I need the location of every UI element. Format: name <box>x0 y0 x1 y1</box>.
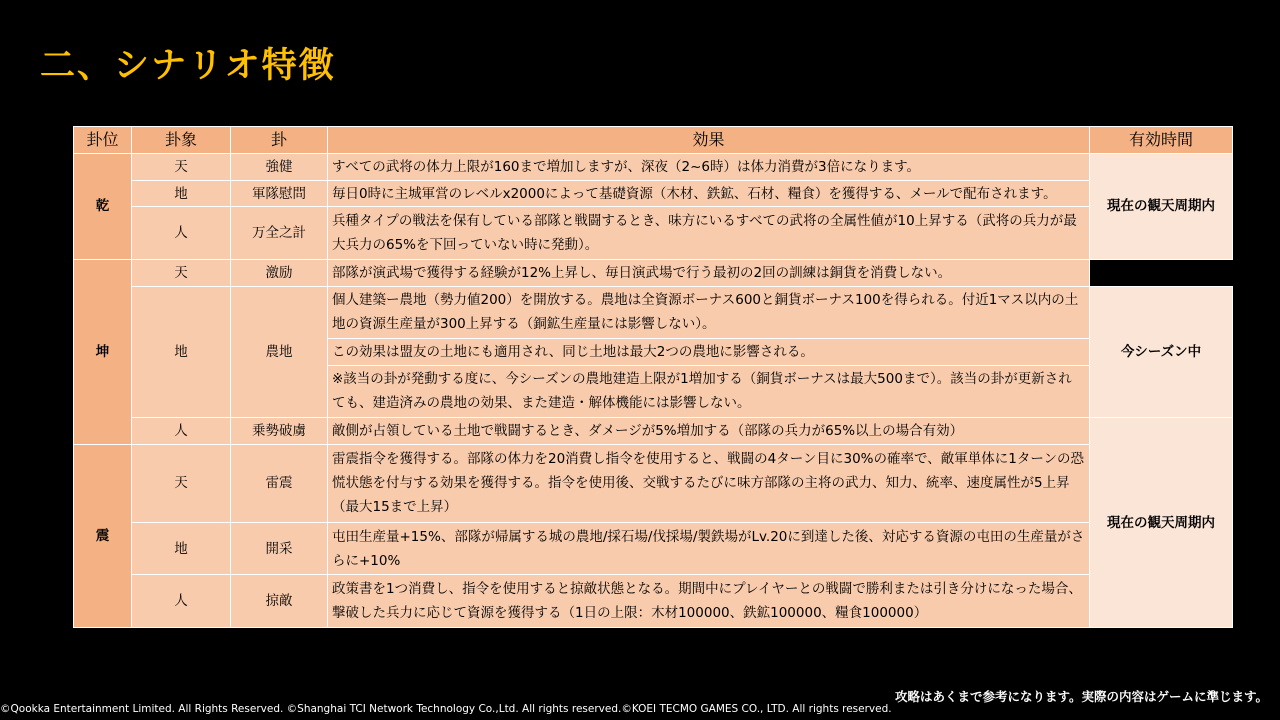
copyright-text: ©Qookka Entertainment Limited. All Rights Reserved. ©Shanghai TCI Network Technology Co.,Ltd. All rights reserved.©KOEI TECMO GAMES CO., LTD. All rights reserved. <box>0 703 892 715</box>
disclaimer-notice: 攻略はあくまで参考になります。実際の内容はゲームに準じます。 <box>894 689 1268 704</box>
table-row <box>74 418 1233 445</box>
row-effect-part2: この効果は盟友の土地にも適用され、同じ土地は最大2つの農地に影響される。 <box>328 339 1090 366</box>
row-gua: 激励 <box>231 259 328 286</box>
header-guaxiang: 卦象 <box>132 127 231 154</box>
row-gua: 乗勢破虜 <box>231 418 328 445</box>
time-period-3: 現在の観天周期内 <box>1090 418 1233 628</box>
row-effect-part1: 個人建築ー農地（勢力値200）を開放する。農地は全資源ボーナス600と銅貨ボーナス100を得られる。付近1マス以内の土地の資源生産量が300上昇する（銅鉱生産量には影響しない）。 <box>328 286 1090 338</box>
row-xiang: 地 <box>132 286 231 418</box>
table-row <box>74 259 1233 286</box>
row-effect: 部隊が演武場で獲得する経験が12%上昇し、毎日演武場で行う最初の2回の訓練は銅貨を消費しない。 <box>328 259 1090 286</box>
row-gua: 雷震 <box>231 444 328 522</box>
table-header-row <box>74 127 1233 154</box>
page-title: 二、シナリオ特徴 <box>40 46 336 86</box>
row-effect: 政策書を1つ消費し、指令を使用すると掠敵状態となる。期間中にプレイヤーとの戦闘で勝利または引き分けになった場合、撃破した兵力に応じて資源を獲得する（1日の上限：木材100000、鉄鉱100000、糧食100000） <box>328 575 1090 628</box>
group-qian: 乾 <box>74 154 132 260</box>
row-gua: 万全之計 <box>231 207 328 259</box>
row-xiang: 地 <box>132 523 231 575</box>
row-effect: すべての武将の体力上限が160まで増加しますが、深夜（2~6時）は体力消費が3倍になります。 <box>328 154 1090 181</box>
row-xiang: 天 <box>132 259 231 286</box>
table-row <box>74 154 1233 181</box>
header-time: 有効時間 <box>1090 127 1233 154</box>
group-kun: 坤 <box>74 259 132 444</box>
row-effect: 毎日0時に主城軍営のレベルx2000によって基礎資源（木材、鉄鉱、石材、糧食）を獲得する、メールで配布されます。 <box>328 180 1090 207</box>
row-effect: 雷震指令を獲得する。部隊の体力を20消費し指令を使用すると、戦闘の4ターン目に30%の確率で、敵軍単体に1ターンの恐慌状態を付与する効果を獲得する。指令を使用後、交戦するたびに味方部隊の主将の武力、知力、統率、速度属性が5上昇（最大15まで上昇） <box>328 444 1090 522</box>
group-zhen: 震 <box>74 444 132 627</box>
row-xiang: 天 <box>132 154 231 181</box>
row-xiang: 人 <box>132 418 231 445</box>
scenario-feature-table <box>73 126 1233 628</box>
table-row <box>74 286 1233 338</box>
row-xiang: 人 <box>132 207 231 259</box>
header-gua: 卦 <box>231 127 328 154</box>
row-effect: 敵側が占領している土地で戦闘するとき、ダメージが5%増加する（部隊の兵力が65%以上の場合有効） <box>328 418 1090 445</box>
time-period-2: 今シーズン中 <box>1090 286 1233 418</box>
row-xiang: 天 <box>132 444 231 522</box>
time-period-1: 現在の観天周期内 <box>1090 154 1233 260</box>
row-effect: 屯田生産量+15%、部隊が帰属する城の農地/採石場/伐採場/製鉄場がLv.20に到達した後、対応する資源の屯田の生産量がさらに+10% <box>328 523 1090 575</box>
row-xiang: 人 <box>132 575 231 628</box>
header-guawei: 卦位 <box>74 127 132 154</box>
header-effect: 効果 <box>328 127 1090 154</box>
row-effect: 兵種タイプの戦法を保有している部隊と戦闘するとき、味方にいるすべての武将の全属性値が10上昇する（武将の兵力が最大兵力の65%を下回っていない時に発動）。 <box>328 207 1090 259</box>
row-gua: 掠敵 <box>231 575 328 628</box>
row-gua: 農地 <box>231 286 328 418</box>
row-gua: 軍隊慰問 <box>231 180 328 207</box>
row-gua: 開采 <box>231 523 328 575</box>
row-gua: 強健 <box>231 154 328 181</box>
row-effect-part3: ※該当の卦が発動する度に、今シーズンの農地建造上限が1増加する（銅貨ボーナスは最大500まで）。該当の卦が更新されても、建造済みの農地の効果、また建造・解体機能には影響しない。 <box>328 365 1090 417</box>
row-xiang: 地 <box>132 180 231 207</box>
